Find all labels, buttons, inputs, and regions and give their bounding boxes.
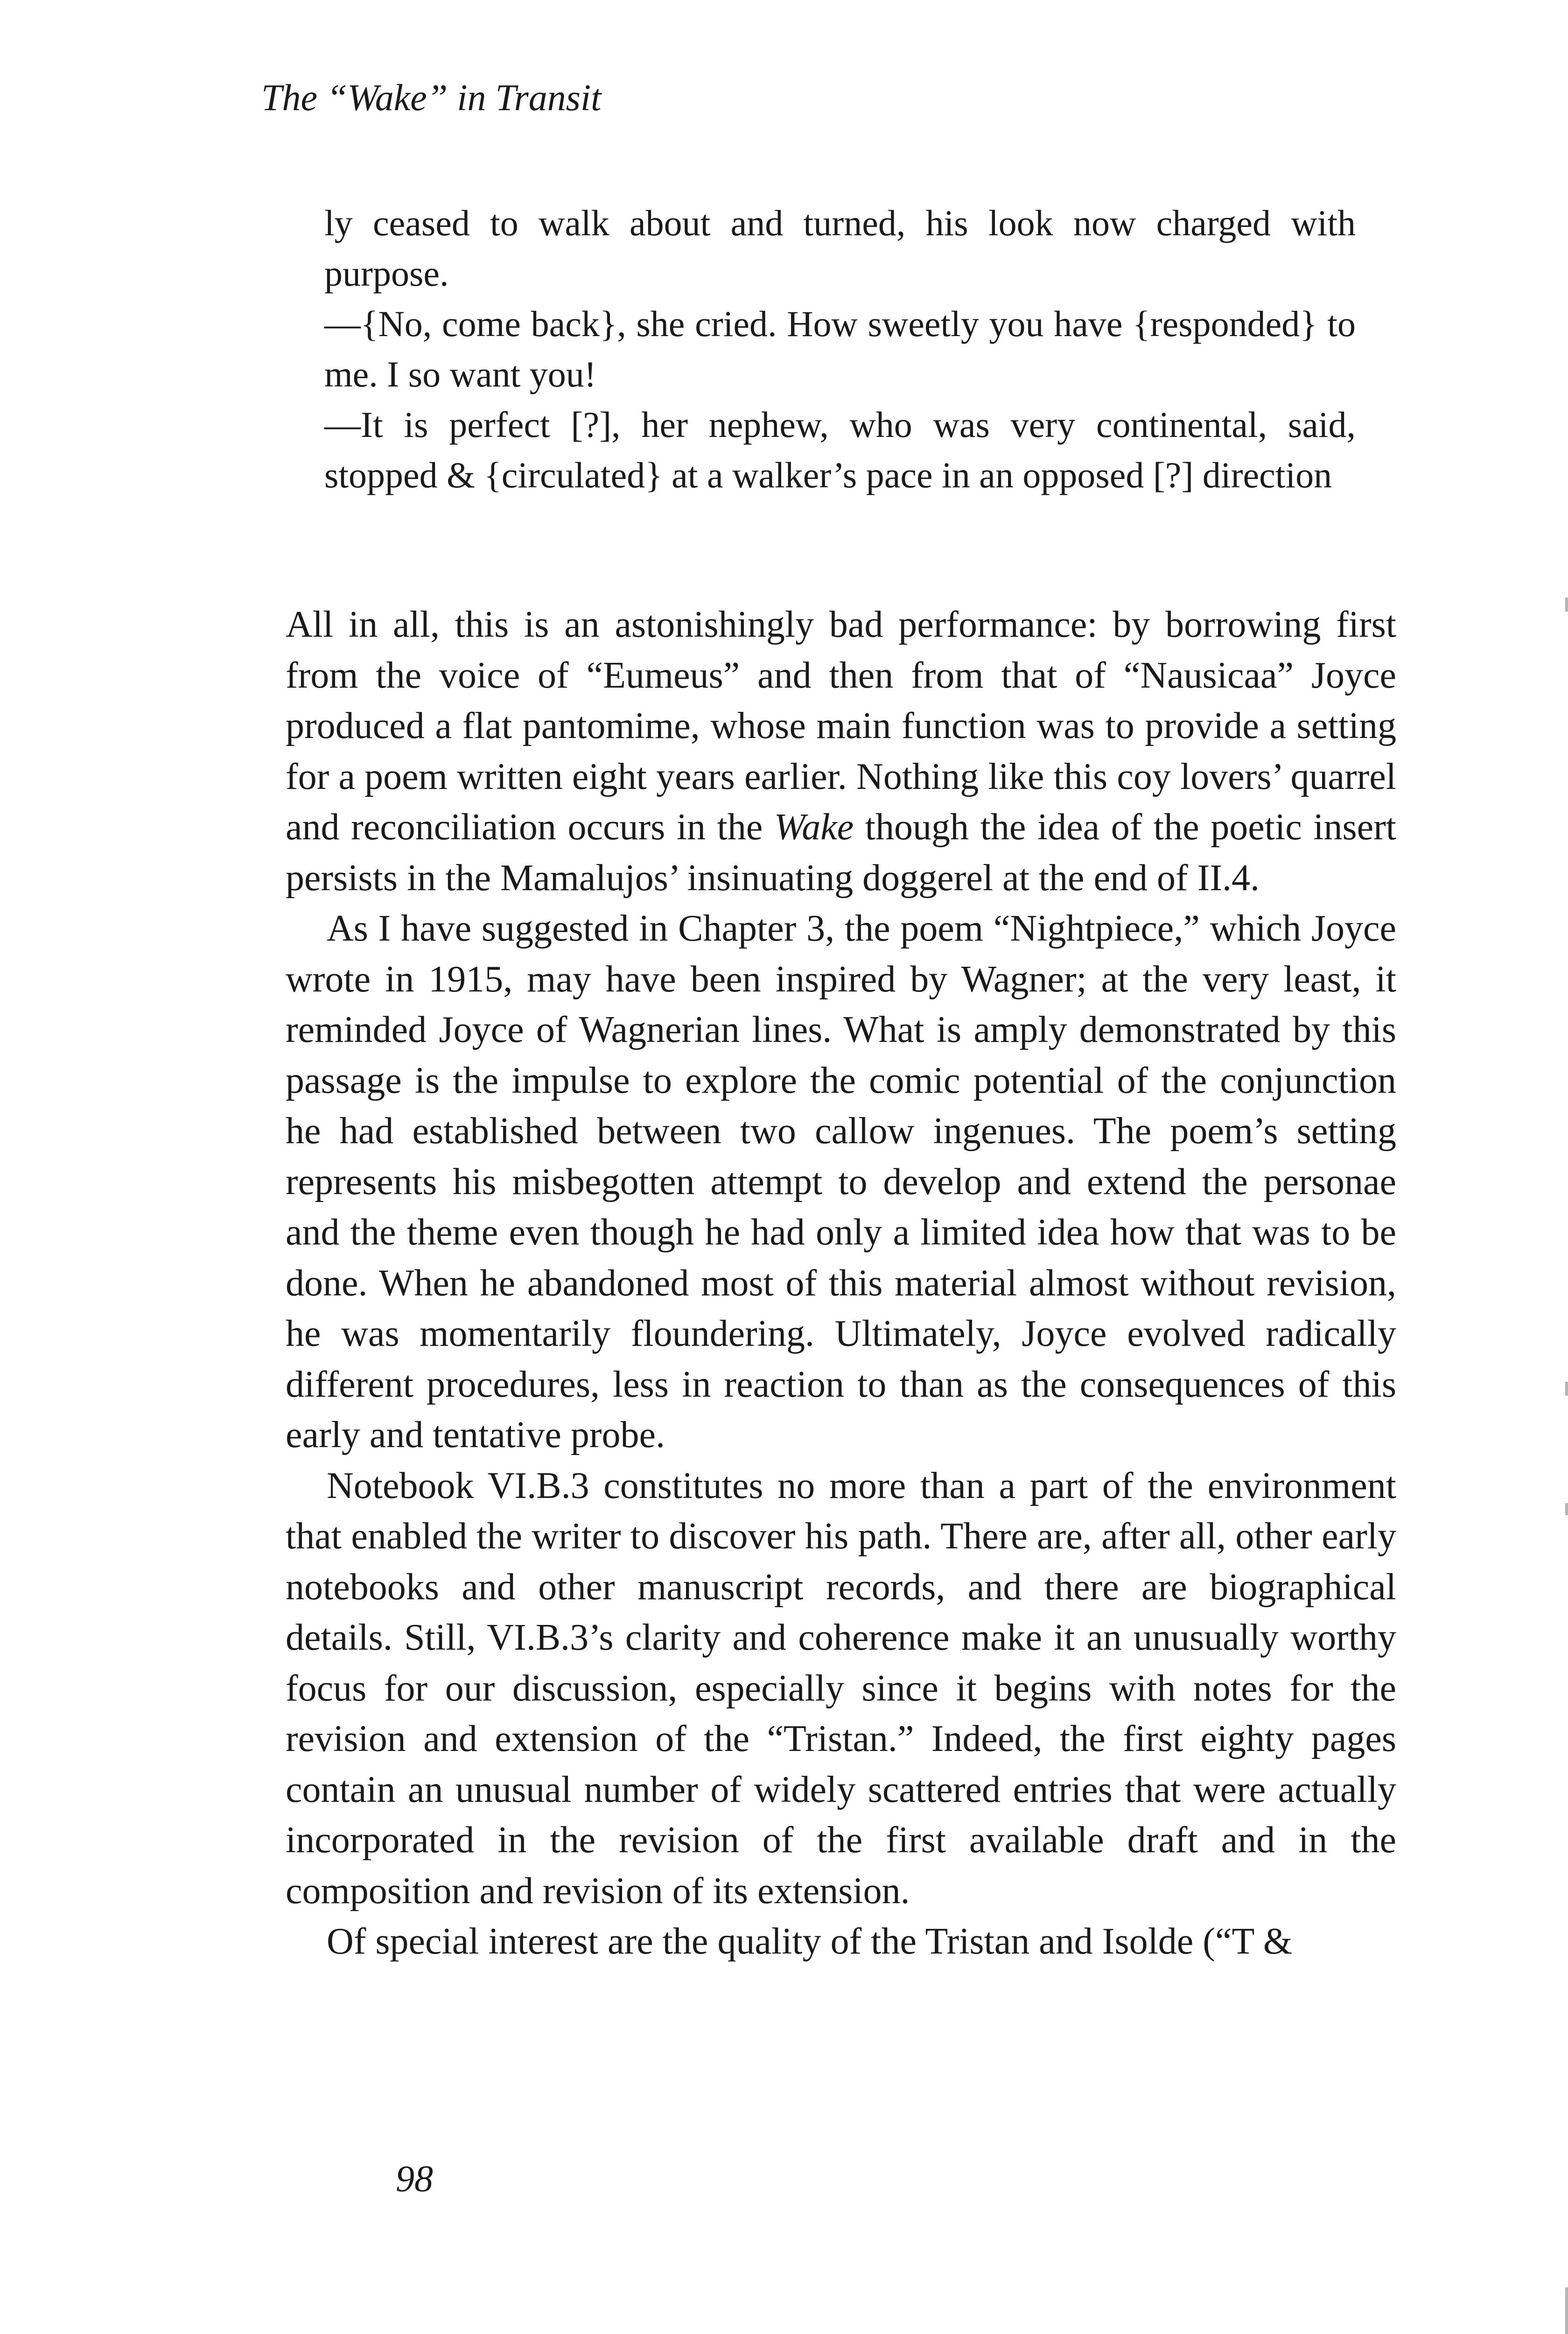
scan-edge-mark <box>1565 1382 1568 1396</box>
page-number: 98 <box>396 2158 433 2200</box>
body-paragraph-2: As I have suggested in Chapter 3, the poem “Nightpiece,” which Joyce wrote in 1915, may have been inspired by Wagner; at the very least, it reminded Joyce of Wagnerian lines. What is amply demonstrated by this passage is the impulse to explore the comic potential of the conjunction he had established between two callow ingenues. The poem’s setting represents his misbegotten attempt to develop and extend the personae and the theme even though he had only a limited idea how that was to be done. When he abandoned most of this material almost without revision, he was momentarily floundering. Ultimately, Joyce evolved radically different procedures, less in reaction to than as the consequences of this early and tentative probe. <box>286 908 1396 1455</box>
body-text-run: though the idea of the poetic insert persists in the Mamalujos’ insinuating doggerel at the end of II.4. <box>286 807 1397 899</box>
body-paragraph-1 <box>286 599 1396 903</box>
body-text-run: All in all, this is an astonishingly bad performance: by borrowing first from the voice of “Eumeus” and then from that of “Nausicaa” Joyce produced a flat pantomime, whose main function was to provide a setting for a poem written eight years earlier. Nothing like this coy lovers’ quarrel and reconciliation occurs in the <box>286 604 1396 848</box>
body-text <box>286 599 1396 1967</box>
extract-paragraph: ly ceased to walk about and turned, his look now charged with purpose. <box>324 203 1356 294</box>
scan-edge-mark <box>1565 2287 1568 2334</box>
body-paragraph-4: Of special interest are the quality of the Tristan and Isolde (“T & <box>327 1921 1293 1962</box>
block-quote-extract <box>324 198 1356 500</box>
italic-title: Wake <box>774 807 854 848</box>
extract-paragraph: —It is perfect [?], her nephew, who was very continental, said, stopped & {circulated} at a walker’s pace in an opposed [?] direction <box>324 404 1356 495</box>
scan-edge-mark <box>1565 1503 1568 1515</box>
body-paragraph-3: Notebook VI.B.3 constitutes no more than a part of the environment that enabled the writer to discover his path. There are, after all, other early notebooks and other manuscript records, and there are biographical details. Still, VI.B.3’s clarity and coherence make it an unusually worthy focus for our discussion, especially since it begins with notes for the revision and extension of the “Tristan.” Indeed, the first eighty pages contain an unusual number of widely scattered entries that were actually incorporated in the revision of the first available draft and in the composition and revision of its extension. <box>286 1465 1396 1912</box>
running-head: The “Wake” in Transit <box>261 77 602 119</box>
scan-edge-mark <box>1565 598 1568 612</box>
extract-paragraph: —{No, come back}, she cried. How sweetly you have {responded} to me. I so want you! <box>324 303 1356 394</box>
